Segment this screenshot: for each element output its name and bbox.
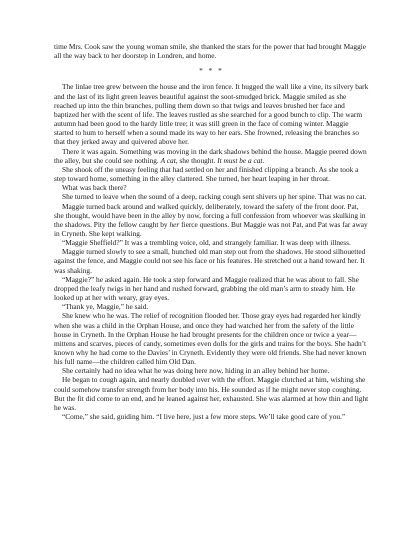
text-run: she thought. [177, 155, 218, 165]
paragraph: Maggie turned slowly to see a small, hunched old man step out from the shadows. He stood silhouetted against the fence, and Maggie could not see his face or his features. He stretched out a hand toward her. It was shaking. [54, 247, 366, 275]
text-run: There it was again. Something was moving in the dark shadows behind the house. Maggie peered down the alley, but she could see nothing. [54, 146, 367, 165]
paragraph: She knew who he was. The relief of recognition flooded her. Those gray eyes had regarded her kindly when she was a child in the Orphan House, and once they had watched her from the safety of the little house in Cryneth. In the Orphan House he had brought presents for the children once or twice a year—mittens and scarves, pieces of candy, sometimes even dolls for the girls and trains for the boys. She hadn’t known why he had come to the Davies’ in Cryneth. Evidently they were old friends. She had never known his full name—the children called him Old Dan. [54, 311, 367, 367]
paragraph: The linlae tree grew between the house and the iron fence. It hugged the wall like a vine, its silvery bark and the last of its light green leaves beautiful against the soot-smudged brick. Maggie smiled as she reached up into the thin branches, pulling them down so that twigs and leaves brushed her face and baptized her with the scent of life. The leaves rustled as she searched for a good bunch to clip. The warm autumn had been good to the hardy little tree; it was still green in the face of coming winter. Maggie started to hum to herself when a sound made its way to her ears. She frowned, releasing the branches so that they jerked away and quivered above her. [54, 82, 369, 147]
paragraph: “Come,” she said, guiding him. “I live here, just a few more steps. We’ll take good care of you.” [62, 412, 346, 422]
text-run: Maggie turned back around and walked quickly, deliberately, toward the safety of the front door. Pat, she thought, would have been in the alley by now, forcing a full confession from whoever was skulking in the shadows. Pity the fellow caught by [54, 201, 366, 229]
document-body [54, 42, 369, 421]
paragraph: “Thank ye, Maggie,” he said. [62, 302, 149, 312]
paragraph [54, 202, 369, 239]
paragraph [54, 147, 369, 165]
scene-break: * * * [199, 66, 224, 76]
paragraph: She shook off the uneasy feeling that had settled on her and finished clipping a branch. As she took a step toward home, something in the alley clattered. She turned, her heart leaping in her throat. [54, 164, 359, 184]
paragraph: She certainly had no idea what he was doing here now, hiding in an alley behind her home. [62, 366, 330, 376]
italic-text: A cat, [160, 155, 178, 165]
paragraph: She turned to leave when the sound of a deep, racking cough sent shivers up her spine. That was no cat. [62, 192, 367, 202]
opening-paragraph: time Mrs. Cook saw the young woman smile, she thanked the stars for the power that had brought Maggie all the way back to her doorstep in Londren, and home. [54, 42, 367, 61]
text-run: fierce questions. But Maggie was not Pat, and Pat was far away in Cryneth. She kept walking. [54, 219, 368, 238]
paragraph: “Maggie Sheffield?” It was a trembling voice, old, and strangely familiar. It was deep with illness. [62, 238, 351, 248]
paragraph: “Maggie?” he asked again. He took a step forward and Maggie realized that he was about to fall. She dropped the leafy twigs in her hand and rushed forward, grabbing the old man’s arm to steady him. He looked up at her with weary, gray eyes. [54, 274, 359, 303]
paragraph: He began to cough again, and nearly doubled over with the effort. Maggie clutched at him, wishing she could somehow transfer strength from her body into his. He sounded as if he might never stop coughing. But the fit did come to an end, and he leaned against her, exhausted. She was alarmed at how thin and light he was. [54, 375, 369, 412]
italic-text: It must be a cat. [217, 155, 265, 165]
paragraph: What was back there? [62, 183, 127, 193]
italic-text: her [169, 219, 180, 229]
